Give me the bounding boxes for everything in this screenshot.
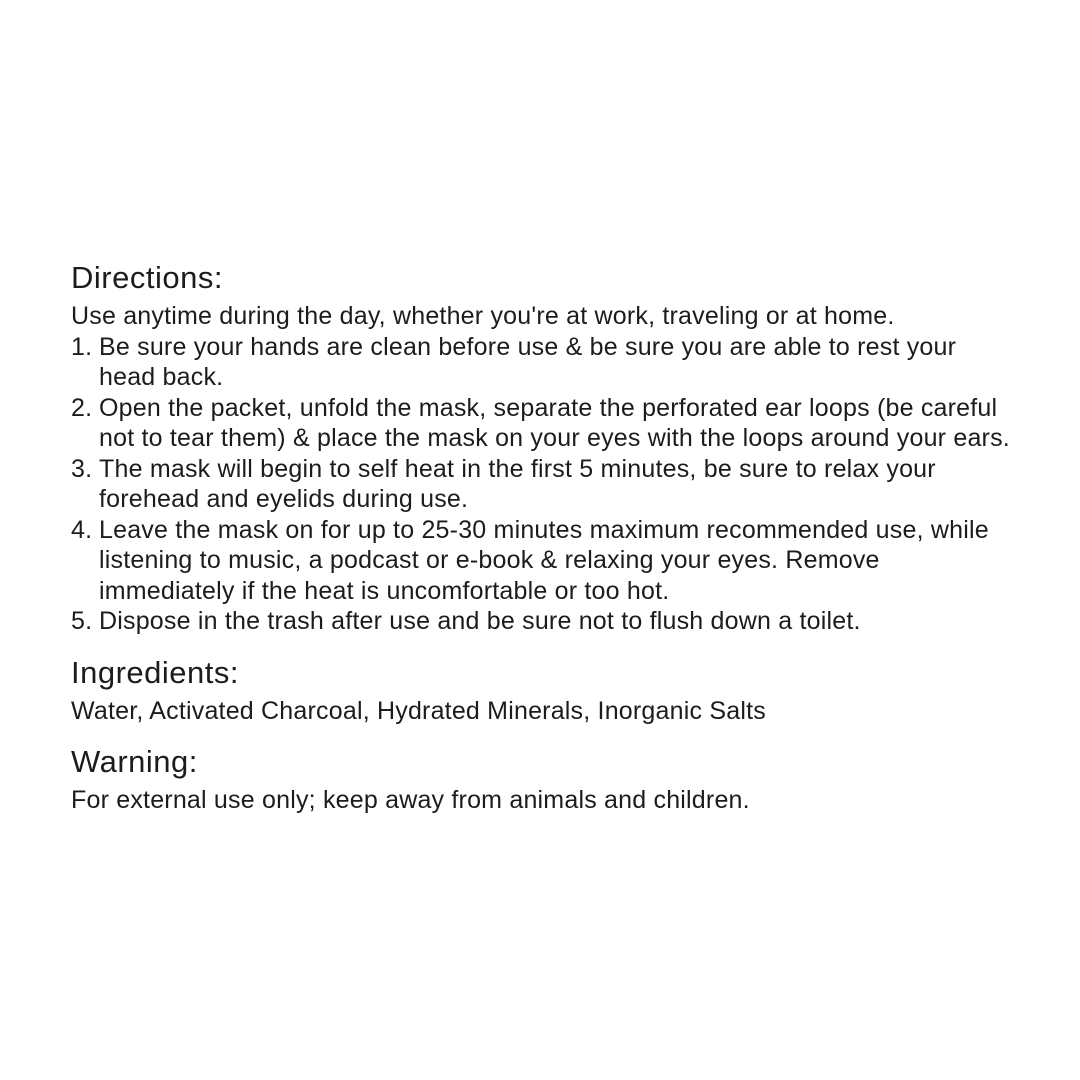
ingredients-text: Water, Activated Charcoal, Hydrated Minerals, Inorganic Salts	[71, 696, 766, 725]
step-number: 3.	[71, 454, 93, 483]
step-number: 5.	[71, 607, 93, 635]
step-text: The mask will begin to self heat in the first 5 minutes, be sure to relax your forehead and eyelids during use.	[99, 454, 936, 513]
ingredients-heading: Ingredients:	[71, 654, 239, 690]
warning-heading: Warning:	[71, 744, 198, 779]
ingredients-section	[71, 653, 1016, 727]
directions-step-5	[71, 606, 1016, 637]
directions-intro: Use anytime during the day, whether you're at work, traveling or at home.	[71, 302, 895, 330]
directions-step-1	[71, 332, 1016, 393]
step-text: Open the packet, unfold the mask, separate the perforated ear loops (be careful not to tear them) & place the mask on your eyes with the loops around your ears.	[99, 393, 1010, 452]
directions-step-4	[71, 515, 1016, 607]
warning-text: For external use only; keep away from animals and children.	[71, 786, 750, 814]
step-text: Leave the mask on for up to 25-30 minutes maximum recommended use, while listening to music, a podcast or e-book & relaxing your eyes. Remove immediately if the heat is uncomfortable or too hot.	[99, 515, 989, 605]
step-text: Dispose in the trash after use and be sure not to flush down a toilet.	[99, 607, 861, 635]
directions-list	[71, 332, 1016, 637]
directions-section	[71, 258, 1016, 637]
label-sheet	[71, 258, 1016, 816]
step-number: 4.	[71, 515, 93, 544]
step-number: 1.	[71, 332, 93, 361]
warning-section	[71, 742, 1016, 816]
step-number: 2.	[71, 393, 93, 422]
step-text: Be sure your hands are clean before use & be sure you are able to rest your head back.	[99, 332, 957, 391]
directions-step-3	[71, 454, 1016, 515]
directions-heading: Directions:	[71, 260, 223, 295]
directions-step-2	[71, 393, 1016, 454]
